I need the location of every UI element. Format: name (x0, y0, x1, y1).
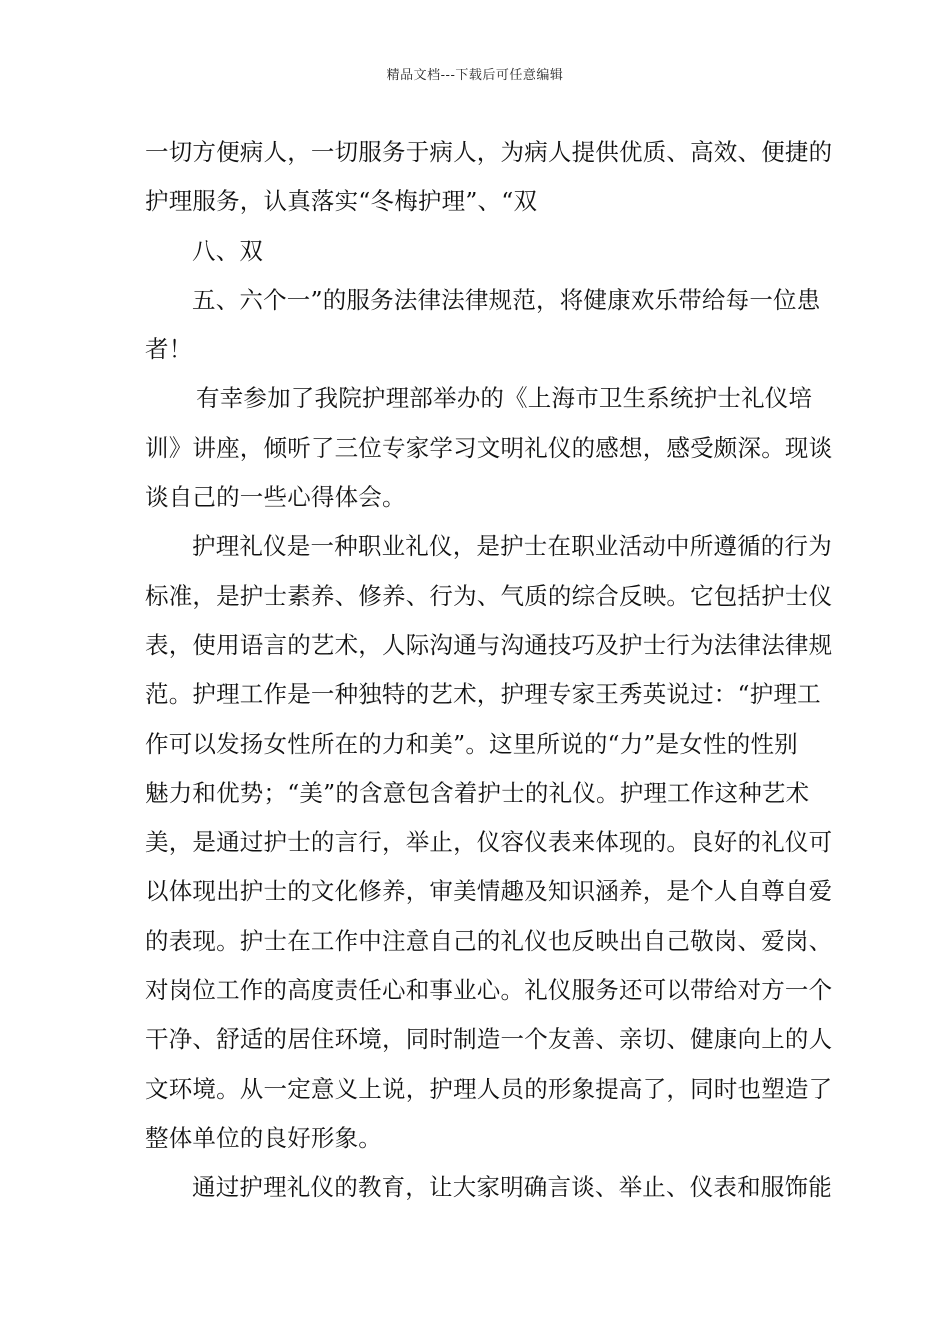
text-line: 的表现。护士在工作中注意自己的礼仪也反映出自己敬岗、爱岗、 (145, 926, 833, 955)
text-line: 者！ (145, 335, 193, 364)
text-line: 美，是通过护士的言行，举止，仪容仪表来体现的。良好的礼仪可 (145, 828, 833, 857)
text-line: 有幸参加了我院护理部举办的《上海市卫生系统护士礼仪培 (196, 384, 813, 413)
text-line: 八、双 (192, 236, 264, 265)
text-line: 文环境。从一定意义上说，护理人员的形象提高了，同时也塑造了 (145, 1074, 833, 1103)
text-line: 训》讲座，倾听了三位专家学习文明礼仪的感想，感受颇深。现谈 (145, 433, 833, 462)
text-line: 谈自己的一些心得体会。 (145, 483, 406, 512)
text-line: 标准，是护士素养、修养、行为、气质的综合反映。它包括护士仪 (145, 581, 833, 610)
text-line: 魅力和优势；“美”的含意包含着护士的礼仪。护理工作这种艺术 (145, 778, 810, 807)
text-line: 五、六个一”的服务法律法律规范，将健康欢乐带给每一位患 (192, 285, 821, 314)
text-line: 护理服务，认真落实“冬梅护理”、“双 (145, 187, 538, 216)
text-line: 一切方便病人，一切服务于病人，为病人提供优质、高效、便捷的 (145, 138, 833, 166)
text-line: 护理礼仪是一种职业礼仪，是护士在职业活动中所遵循的行为 (192, 532, 832, 561)
text-line: 表，使用语言的艺术，人际沟通与沟通技巧及护士行为法律法律规 (145, 630, 833, 659)
text-line: 整体单位的良好形象。 (145, 1123, 382, 1152)
text-line: 作可以发扬女性所在的力和美”。这里所说的“力”是女性的性别 (145, 729, 798, 758)
document-body (145, 128, 833, 1213)
text-line: 范。护理工作是一种独特的艺术，护理专家王秀英说过：“护理工 (145, 680, 821, 709)
text-line: 干净、舒适的居住环境，同时制造一个友善、亲切、健康向上的人 (145, 1025, 833, 1054)
text-line: 以体现出护士的文化修养，审美情趣及知识涵养，是个人自尊自爱 (145, 877, 833, 906)
page-header: 精品文档---下载后可任意编辑 (386, 68, 564, 83)
text-line: 对岗位工作的高度责任心和事业心。礼仪服务还可以带给对方一个 (145, 976, 833, 1005)
text-line: 通过护理礼仪的教育，让大家明确言谈、举止、仪表和服饰能 (192, 1173, 832, 1202)
